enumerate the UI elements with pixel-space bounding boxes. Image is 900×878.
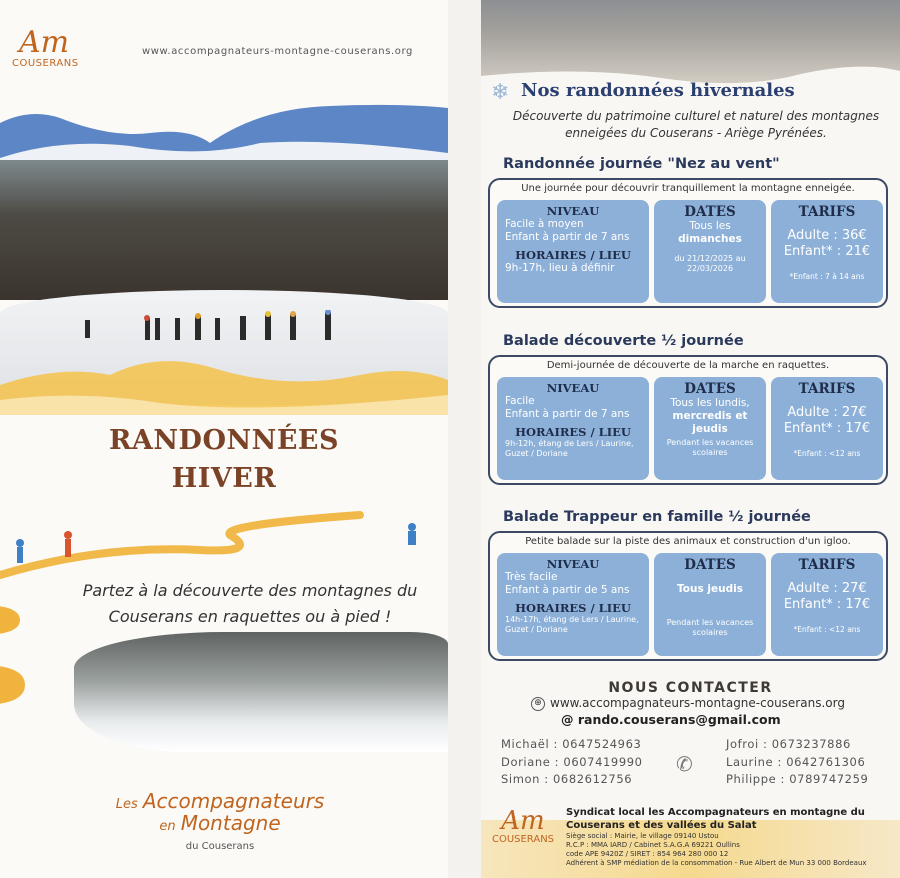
phone-entry[interactable]: Philippe : 0789747259 xyxy=(726,772,869,786)
activity-card-2 xyxy=(488,355,888,485)
tarifs-heading: TARIFS xyxy=(798,204,856,220)
tarif-adulte: Adulte : 27€ xyxy=(787,581,867,596)
dates-line-2: dimanches xyxy=(678,233,742,245)
phone-entry[interactable]: Laurine : 0642761306 xyxy=(726,754,866,769)
main-title xyxy=(0,422,448,498)
logo-mark: Am xyxy=(501,806,545,836)
horaires-text: 14h-17h, étang de Lers / Laurine, Guzet / Doriane xyxy=(505,615,639,634)
brochure-back-panel xyxy=(481,0,900,878)
dates-line-1: Tous jeudis xyxy=(677,583,743,595)
syndicat-line-1: Siège social : Mairie, le village 09140 Ustou xyxy=(566,832,719,840)
niveau-heading: NIVEAU xyxy=(546,204,600,218)
horaires-heading: HORAIRES / LIEU xyxy=(515,248,631,262)
syndicat-line-4: Adhérent à SMP médiation de la consommation - Rue Albert de Mun 33 000 Bordeaux xyxy=(566,859,867,867)
contact-website[interactable] xyxy=(531,696,845,711)
tarif-enfant: Enfant* : 17€ xyxy=(783,421,871,436)
logo xyxy=(485,808,561,845)
tagline xyxy=(60,578,440,630)
tarifs-box xyxy=(771,553,883,656)
dates-box xyxy=(654,553,766,656)
intro-text: Découverte du patrimoine culturel et naturel des montagnes enneigées du Couserans - Ariège Pyrénées. xyxy=(512,109,880,140)
footer-en: en xyxy=(159,819,176,834)
syndicat-line-3: code APE 9420Z / SIRET : 854 964 280 000 12 xyxy=(566,850,729,858)
tarif-enfant: Enfant* : 21€ xyxy=(783,244,871,259)
niveau-line-2: Enfant à partir de 7 ans xyxy=(505,231,630,243)
tarifs-heading: TARIFS xyxy=(798,381,856,397)
niveau-box xyxy=(497,377,649,480)
dates-box xyxy=(654,377,766,480)
horaires-heading: HORAIRES / LIEU xyxy=(515,601,631,615)
gold-wave-decoration xyxy=(0,345,448,415)
footer-les: Les xyxy=(115,797,138,812)
syndicat-line-2: R.C.P : MMA IARD / Cabinet S.A.G.A 69221 Oullins xyxy=(566,841,740,849)
forest xyxy=(0,160,448,300)
contact-email-text[interactable]: rando.couserans@gmail.com xyxy=(577,712,781,727)
tarifs-heading: TARIFS xyxy=(798,557,856,573)
brochure-front-panel xyxy=(0,0,448,878)
phone-icon: ✆ xyxy=(676,752,693,776)
snowy-forest-photo xyxy=(74,632,448,752)
phone-entry[interactable]: Jofroi : 0673237886 xyxy=(726,737,851,751)
gold-swoosh xyxy=(0,600,40,710)
tarifs-box xyxy=(771,377,883,480)
website-link[interactable]: www.accompagnateurs-montagne-couserans.org xyxy=(142,46,413,57)
tarif-enfant: Enfant* : 17€ xyxy=(783,597,871,612)
activity-card-3 xyxy=(488,531,888,661)
tagline-line-2: Couserans en raquettes ou à pied ! xyxy=(108,607,392,626)
contact-title: NOUS CONTACTER xyxy=(608,680,773,696)
footer-du: du Couserans xyxy=(185,841,255,852)
horaires-heading: HORAIRES / LIEU xyxy=(515,425,631,439)
dates-line-1: Tous les xyxy=(689,220,731,232)
activity-title-3: Balade Trappeur en famille ½ journée xyxy=(503,509,811,525)
phone-entry[interactable]: Simon : 0682612756 xyxy=(501,772,633,786)
niveau-box xyxy=(497,200,649,303)
niveau-line-1: Facile à moyen xyxy=(505,218,584,230)
activity-title-1: Randonnée journée "Nez au vent" xyxy=(503,156,780,172)
activity-desc: Demi-journée de découverte de la marche en raquettes. xyxy=(546,360,830,371)
snowflake-icon: ❄ xyxy=(491,80,510,105)
footer-accompagnateurs: Accompagnateurs xyxy=(142,789,325,813)
tarifs-box xyxy=(771,200,883,303)
horaires-text: 9h-12h, étang de Lers / Laurine, Guzet / Doriane xyxy=(505,439,634,458)
activity-title-2: Balade découverte ½ journée xyxy=(503,333,744,349)
dates-box xyxy=(654,200,766,303)
syndicat-info xyxy=(566,806,896,868)
dates-heading: DATES xyxy=(684,204,736,220)
niveau-line-1: Très facile xyxy=(505,571,558,583)
tarifs-note: *Enfant : 7 à 14 ans xyxy=(789,272,865,281)
niveau-line-1: Facile xyxy=(505,395,535,407)
village-snow-photo xyxy=(481,0,900,90)
footer-brand xyxy=(110,790,330,853)
footer-montagne: Montagne xyxy=(180,811,281,835)
tarif-adulte: Adulte : 27€ xyxy=(787,405,867,420)
dates-line-2: mercredis et xyxy=(672,410,748,422)
syndicat-title-2: Couserans et des vallées du Salat xyxy=(566,820,757,831)
niveau-line-2: Enfant à partir de 7 ans xyxy=(505,408,630,420)
trail-hikers-illustration xyxy=(0,505,448,585)
tarifs-note: *Enfant : <12 ans xyxy=(793,625,861,634)
niveau-heading: NIVEAU xyxy=(546,557,600,571)
tarif-adulte: Adulte : 36€ xyxy=(787,228,867,243)
contact-email[interactable] xyxy=(561,712,781,727)
title-line-1: RANDONNÉES xyxy=(108,425,340,456)
dates-note: Pendant les vacances scolaires xyxy=(666,438,754,457)
globe-icon: ⊕ xyxy=(531,697,545,711)
hikers-group xyxy=(80,310,360,350)
dates-heading: DATES xyxy=(684,557,736,573)
niveau-heading: NIVEAU xyxy=(546,381,600,395)
at-icon: @ xyxy=(561,712,578,727)
tagline-line-1: Partez à la découverte des montagnes du xyxy=(82,581,418,600)
syndicat-title-1: Syndicat local les Accompagnateurs en montagne du xyxy=(566,807,865,818)
logo-brand: COUSERANS xyxy=(491,834,555,845)
activity-desc: Petite balade sur la piste des animaux et construction d'un igloo. xyxy=(525,536,851,547)
logo xyxy=(12,25,79,69)
dates-heading: DATES xyxy=(684,381,736,397)
dates-note: du 21/12/2025 au 22/03/2026 xyxy=(674,254,746,273)
logo-brand: COUSERANS xyxy=(12,58,79,69)
activity-card-1 xyxy=(488,178,888,308)
dates-note: Pendant les vacances scolaires xyxy=(666,618,754,637)
phone-list-left xyxy=(501,736,643,789)
dates-line-3: jeudis xyxy=(692,423,728,435)
activity-desc: Une journée pour découvrir tranquillement la montagne enneigée. xyxy=(521,183,855,194)
phone-list-right xyxy=(726,736,868,789)
niveau-line-2: Enfant à partir de 5 ans xyxy=(505,584,630,596)
phone-entry[interactable]: Doriane : 0607419990 xyxy=(501,754,643,769)
logo-mark: Am xyxy=(18,25,70,60)
section-heading: Nos randonnées hivernales xyxy=(521,80,795,101)
horaires-text: 9h-17h, lieu à définir xyxy=(505,262,615,274)
dates-line-1: Tous les lundis, xyxy=(670,397,750,409)
phone-entry[interactable]: Michaël : 0647524963 xyxy=(501,737,642,751)
tarifs-note: *Enfant : <12 ans xyxy=(793,449,861,458)
title-line-2: HIVER xyxy=(171,463,277,494)
niveau-box xyxy=(497,553,649,656)
contact-website-text[interactable]: www.accompagnateurs-montagne-couserans.org xyxy=(550,696,845,710)
